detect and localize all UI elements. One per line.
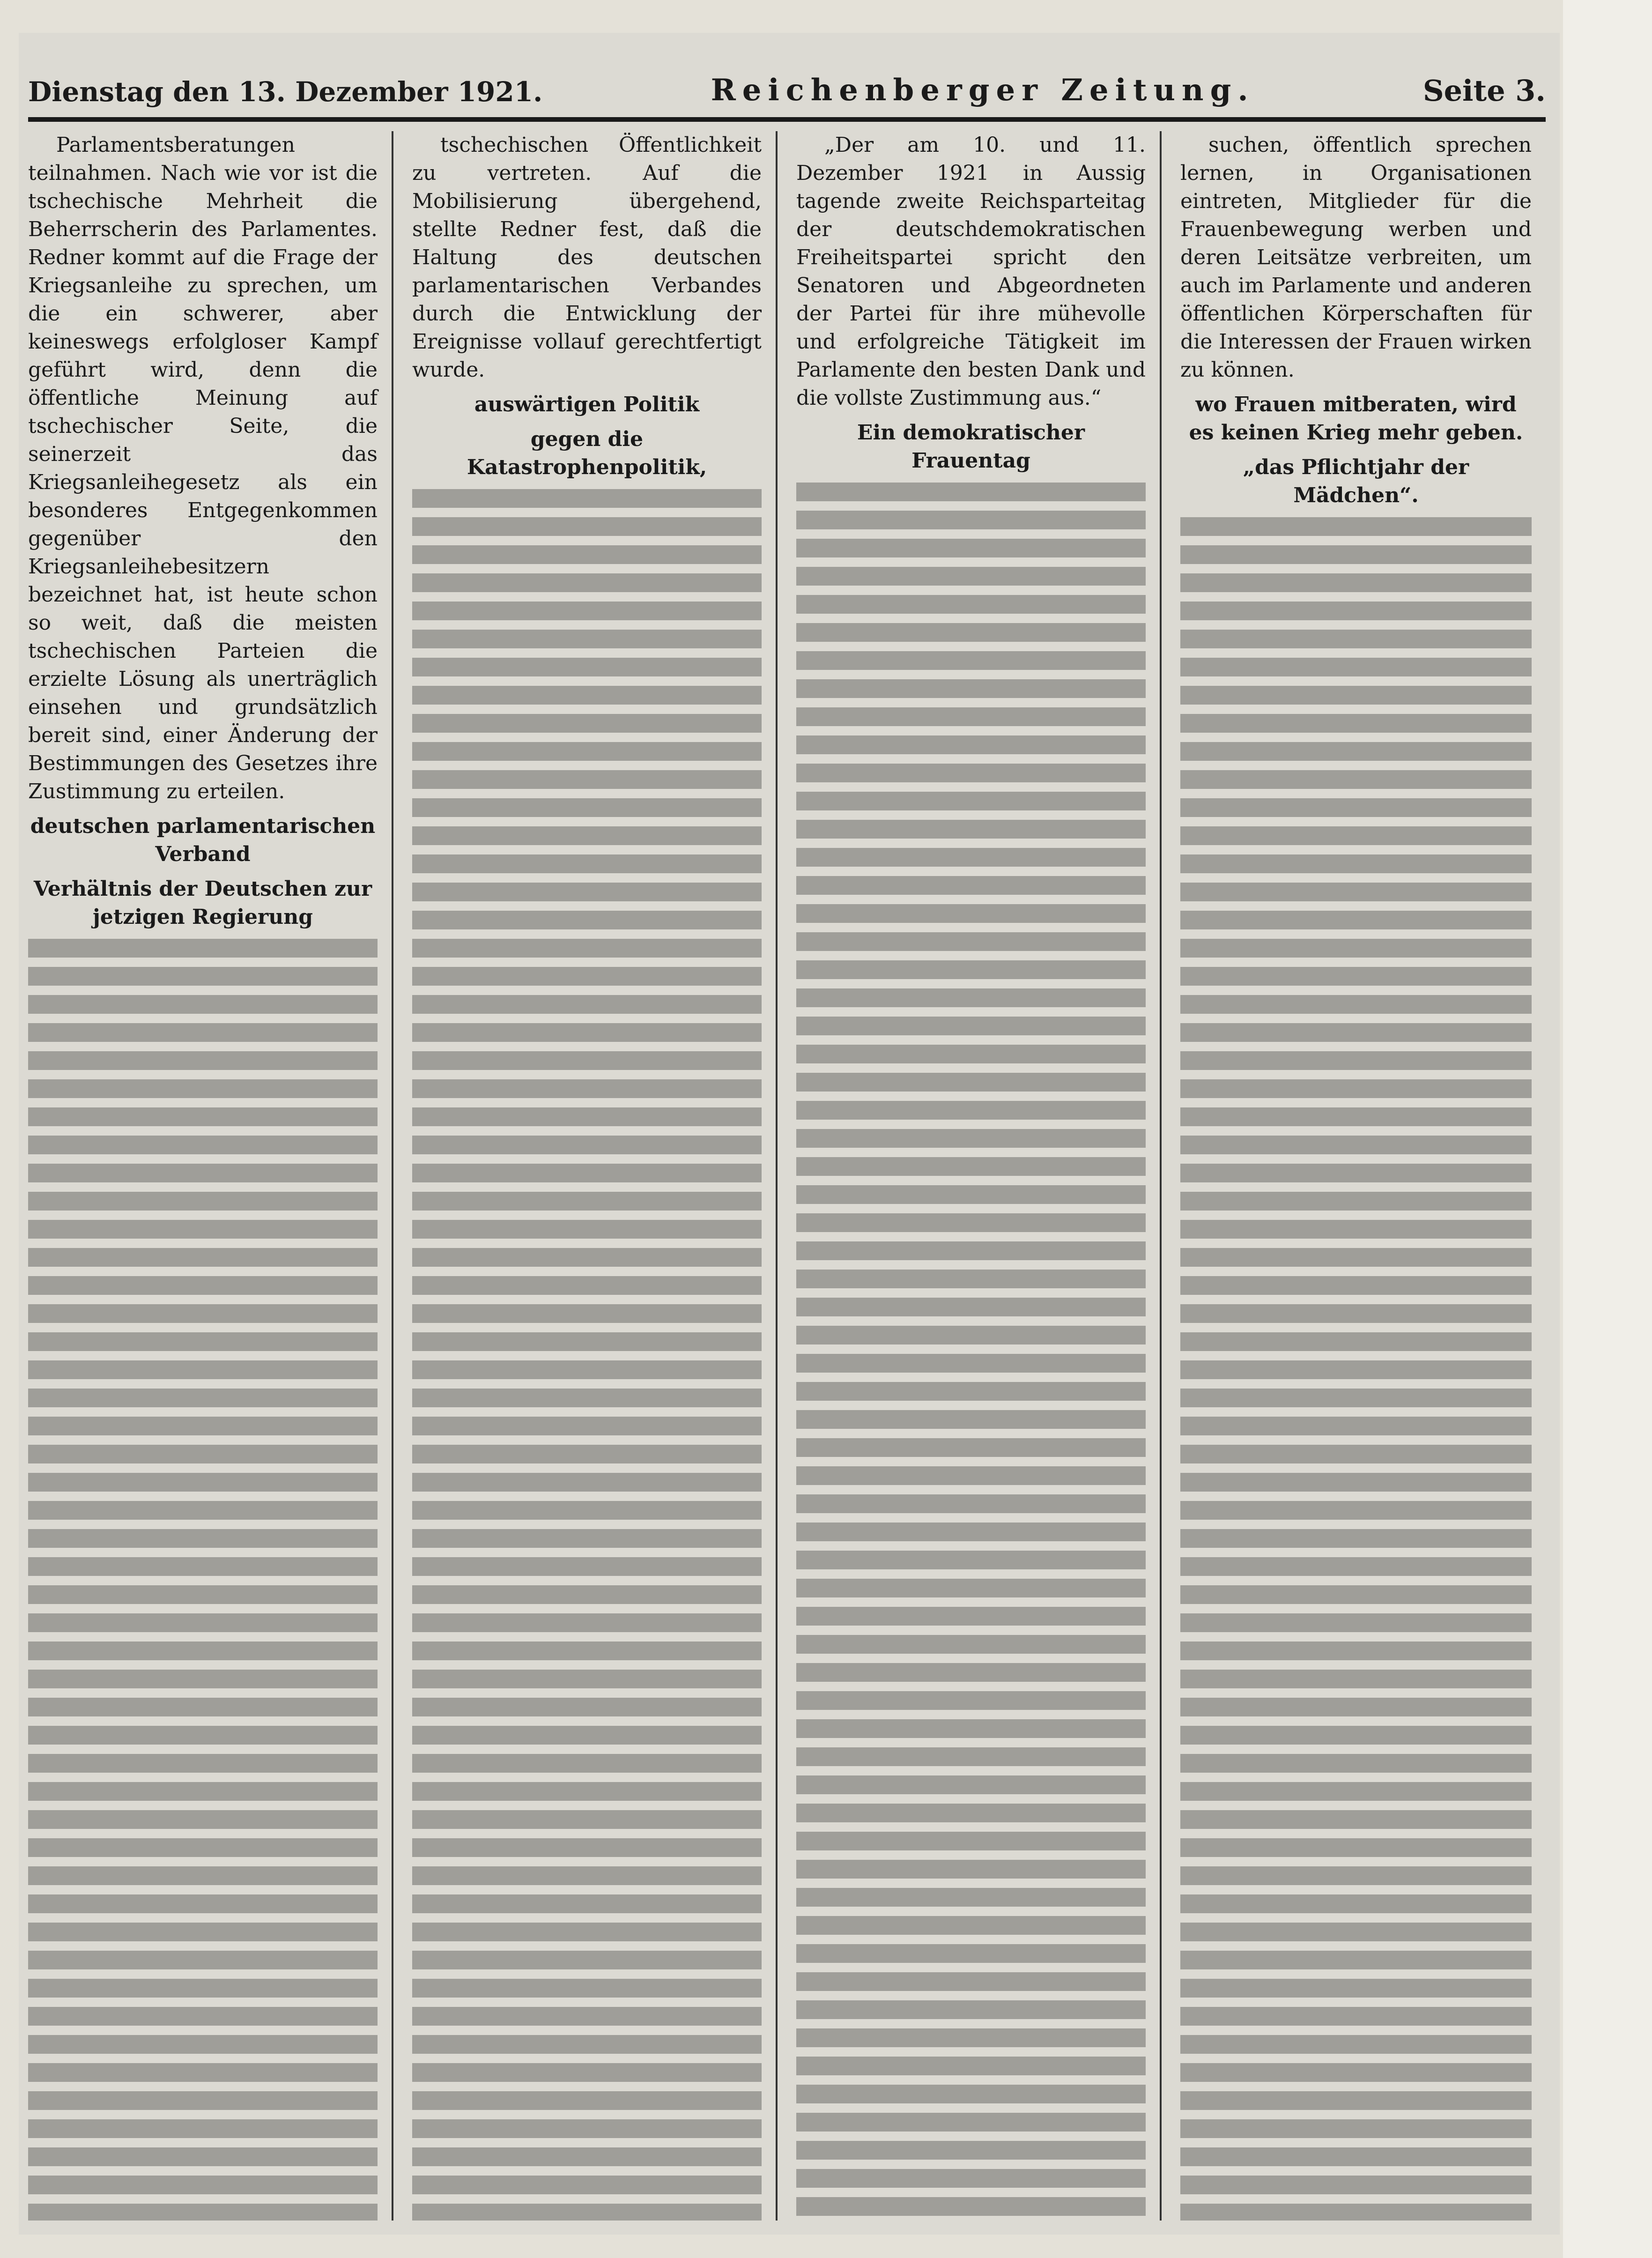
column-4-body-text [1180,517,1532,2221]
column-3 [796,131,1162,2221]
column-3-paragraph: „Der am 10. und 11. Dezember 1921 in Aussig tagende zweite Reichsparteitag der deutschdemokratischen Freiheitspartei spricht den Senatoren und Abgeordneten der Partei für ihre mühevolle und erfolgreiche Tätigkeit im Parlamente den besten Dank und die vollste Zustimmung aus.“ [796,133,1146,410]
article-columns [28,131,1546,2221]
column-4-heading-2: „das Pflichtjahr der Mädchen“. [1243,455,1469,507]
column-2-heading-1: auswärtigen Politik [474,393,700,416]
column-2 [412,131,778,2221]
newspaper-title: Reichenberger Zeitung. [711,73,1255,108]
column-2-paragraph: tschechischen Öffentlichkeit zu vertreten. Auf die Mobilisierung übergehend, stellte Redner fest, daß die Haltung des deutschen parlamentarischen Verbandes durch die Entwicklung der Ereignisse vollauf gerechtfertigt wurde. [412,133,762,382]
column-4-paragraph: suchen, öffentlich sprechen lernen, in Organisationen eintreten, Mitglieder für die Frauenbewegung werben und deren Leitsätze verbreiten, um auch im Parlamente und anderen öffentlichen Körperschaften für die Interessen der Frauen wirken zu können. [1180,133,1532,382]
column-1-body-text [28,939,378,2221]
issue-date: Dienstag den 13. Dezember 1921. [28,76,543,108]
column-4 [1180,131,1546,2221]
column-1 [28,131,393,2221]
column-3-body-text [796,483,1146,2221]
column-4-heading-1: wo Frauen mitberaten, wird es keinen Krieg mehr geben. [1189,393,1523,445]
column-2-heading-2: gegen die Katastrophenpolitik, [467,427,707,479]
column-1-heading-1: deutschen parlamentarischen Verband [30,814,376,866]
column-1-heading-2: Verhältnis der Deutschen zur jetzigen Regierung [33,877,372,929]
page-header [28,37,1546,122]
page-number: Seite 3. [1422,74,1546,108]
column-2-body-text [412,489,762,2221]
page-margin [1563,0,1652,2258]
column-1-paragraph: Parlamentsberatungen teilnahmen. Nach wie vor ist die tschechische Mehrheit die Beherrscherin des Parlamentes. Redner kommt auf die Frage der Kriegsanleihe zu sprechen, um die ein schwerer, aber keineswegs erfolgloser Kampf geführt wird, denn die öffentliche Meinung auf tschechischer Seite, die seinerzeit das Kriegsanleihegesetz als ein besonderes Entgegenkommen gegenüber den Kriegsanleihebesitzern bezeichnet hat, ist heute schon so weit, daß die meisten tschechischen Parteien die erzielte Lösung als unerträglich einsehen und grundsätzlich bereit sind, einer Änderung der Bestimmungen des Gesetzes ihre Zustimmung zu erteilen. [28,133,378,803]
column-3-heading-1: Ein demokratischer Frauentag [857,421,1085,473]
